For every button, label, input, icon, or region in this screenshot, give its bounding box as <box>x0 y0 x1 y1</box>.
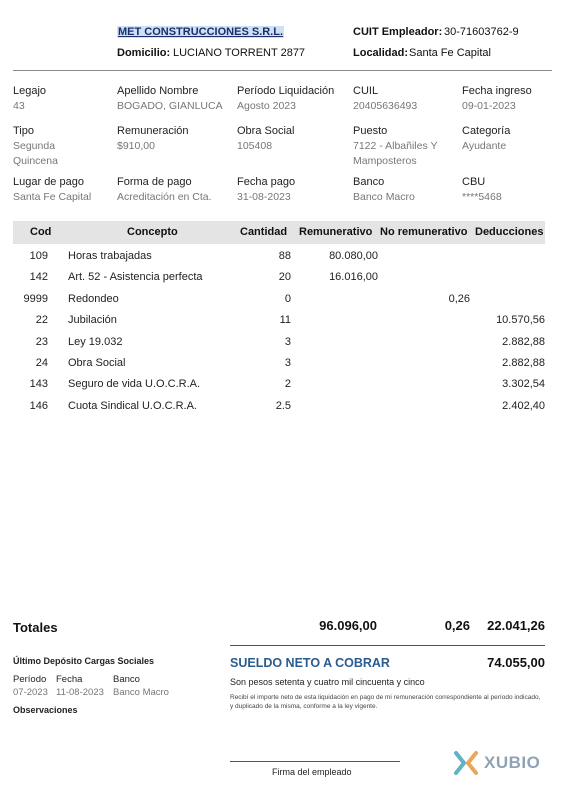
obra-social-value: 105408 <box>237 140 273 152</box>
cell-concepto: Redondeo <box>68 292 119 305</box>
categoria-label: Categoría <box>462 125 511 137</box>
cell-deducciones: 2.882,88 <box>502 335 545 348</box>
cell-cod: 22 <box>35 314 48 327</box>
col-header-cod: Cod <box>30 226 52 238</box>
table-row <box>0 271 566 289</box>
deposito-fecha-value: 11-08-2023 <box>56 687 104 698</box>
remuneracion-label: Remuneración <box>117 125 189 137</box>
cell-cod: 146 <box>29 399 48 412</box>
cell-deducciones: 10.570,56 <box>496 314 545 327</box>
col-header-deducciones: Deducciones <box>475 226 544 238</box>
xubio-x-logo-icon <box>453 750 479 776</box>
localidad-value: Santa Fe Capital <box>409 47 491 59</box>
totals-deducciones: 22.041,26 <box>487 618 545 633</box>
legajo-label: Legajo <box>13 85 47 97</box>
cbu-label: CBU <box>462 176 486 188</box>
cuit-label: CUIT Empleador: <box>353 26 443 38</box>
fecha-ingreso-label: Fecha ingreso <box>462 85 532 97</box>
remuneracion-value: $910,00 <box>117 140 155 152</box>
lugar-pago-label: Lugar de pago <box>13 176 84 188</box>
deposito-title: Último Depósito Cargas Sociales <box>13 656 155 666</box>
sueldo-neto-legal: Recibí el importe neto de esta liquidación en pago de mi remuneración correspondiente al período indicado, y duplicado de la misma, conforme a la ley vigente. <box>230 694 541 710</box>
apellido-label: Apellido Nombre <box>117 85 199 97</box>
cell-cantidad: 3 <box>284 335 291 348</box>
totals-remunerativo: 96.096,00 <box>319 618 377 633</box>
table-row <box>0 378 566 396</box>
periodo-label: Período Liquidación <box>237 85 335 97</box>
col-header-remunerativo: Remunerativo <box>299 226 373 238</box>
forma-pago-value: Acreditación en Cta. <box>117 191 212 203</box>
cell-concepto: Obra Social <box>68 357 126 369</box>
fecha-pago-value: 31-08-2023 <box>237 191 291 203</box>
cell-deducciones: 2.402,40 <box>502 399 545 412</box>
tipo-value-line2: Quincena <box>13 155 58 167</box>
apellido-value: BOGADO, GIANLUCA <box>117 100 223 112</box>
deposito-banco-value: Banco Macro <box>113 687 169 698</box>
cell-remunerativo: 16.016,00 <box>329 271 378 284</box>
cell-cod: 109 <box>29 250 48 262</box>
puesto-label: Puesto <box>353 125 388 137</box>
fecha-pago-label: Fecha pago <box>237 176 296 188</box>
cuil-label: CUIL <box>353 85 379 97</box>
company-name: MET CONSTRUCCIONES S.R.L. <box>118 26 284 38</box>
sueldo-neto-label: SUELDO NETO A COBRAR <box>230 656 390 670</box>
cell-concepto: Ley 19.032 <box>68 335 123 348</box>
cell-concepto: Cuota Sindical U.O.C.R.A. <box>68 399 197 412</box>
cell-cantidad: 0 <box>284 292 291 305</box>
table-row <box>0 336 566 354</box>
legajo-value: 43 <box>13 100 25 112</box>
cell-concepto: Seguro de vida U.O.C.R.A. <box>68 378 201 391</box>
cell-deducciones: 3.302,54 <box>502 378 545 391</box>
col-header-cantidad: Cantidad <box>240 226 288 238</box>
tipo-label: Tipo <box>13 125 34 137</box>
signature-line <box>230 761 400 762</box>
cbu-value: ****5468 <box>462 191 502 203</box>
cell-deducciones: 2.882,88 <box>502 357 545 369</box>
lugar-pago-value: Santa Fe Capital <box>13 191 92 203</box>
obra-social-label: Obra Social <box>237 125 295 137</box>
cell-concepto: Art. 52 - Asistencia perfecta <box>68 271 203 284</box>
firma-label: Firma del empleado <box>272 767 352 777</box>
table-row <box>0 250 566 268</box>
banco-value: Banco Macro <box>353 191 415 203</box>
table-row <box>0 357 566 375</box>
periodo-value: Agosto 2023 <box>237 100 296 112</box>
cell-no-remunerativo: 0,26 <box>448 292 470 305</box>
fecha-ingreso-value: 09-01-2023 <box>462 100 516 112</box>
cell-cantidad: 88 <box>278 250 291 262</box>
cell-cantidad: 3 <box>284 357 291 369</box>
table-row <box>0 314 566 332</box>
col-header-concepto: Concepto <box>127 226 178 238</box>
col-header-no-remunerativo: No remunerativo <box>380 226 468 238</box>
cell-cantidad: 20 <box>278 271 291 284</box>
categoria-value: Ayudante <box>462 140 507 152</box>
deposito-periodo-label: Período <box>13 674 47 685</box>
puesto-value-line1: 7122 - Albañiles Y <box>353 140 438 152</box>
totals-divider <box>230 645 545 646</box>
cell-remunerativo: 80.080,00 <box>329 250 378 262</box>
cell-concepto: Horas trabajadas <box>68 250 152 262</box>
cell-cod: 143 <box>29 378 48 391</box>
xubio-brand-name: XUBIO <box>484 753 541 772</box>
sueldo-neto-value: 74.055,00 <box>487 655 545 670</box>
deposito-fecha-label: Fecha <box>56 674 83 685</box>
localidad-label: Localidad: <box>353 47 409 59</box>
forma-pago-label: Forma de pago <box>117 176 192 188</box>
puesto-value-line2: Mamposteros <box>353 155 417 167</box>
cell-concepto: Jubilación <box>68 314 117 327</box>
cell-cod: 23 <box>35 335 48 348</box>
cell-cantidad: 2 <box>284 378 291 391</box>
totals-no-remunerativo: 0,26 <box>444 618 470 633</box>
observaciones-label: Observaciones <box>13 705 78 715</box>
sueldo-neto-words: Son pesos setenta y cuatro mil cincuenta y cinco <box>230 677 425 687</box>
banco-label: Banco <box>353 176 385 188</box>
deposito-banco-label: Banco <box>113 674 140 685</box>
domicilio-value: LUCIANO TORRENT 2877 <box>173 47 306 59</box>
cell-cod: 24 <box>35 357 48 369</box>
cuit-value: 30-71603762-9 <box>444 26 519 38</box>
totals-label: Totales <box>13 620 58 635</box>
table-row <box>0 400 566 418</box>
table-row <box>0 293 566 311</box>
header-divider <box>13 70 552 71</box>
cell-cod: 142 <box>29 271 48 284</box>
domicilio-label: Domicilio: <box>117 47 171 59</box>
cell-cod: 9999 <box>23 292 48 305</box>
cell-cantidad: 11 <box>279 314 291 327</box>
cuil-value: 20405636493 <box>353 100 418 112</box>
deposito-periodo-value: 07-2023 <box>13 687 48 698</box>
cell-cantidad: 2.5 <box>275 399 291 412</box>
tipo-value-line1: Segunda <box>13 140 56 152</box>
